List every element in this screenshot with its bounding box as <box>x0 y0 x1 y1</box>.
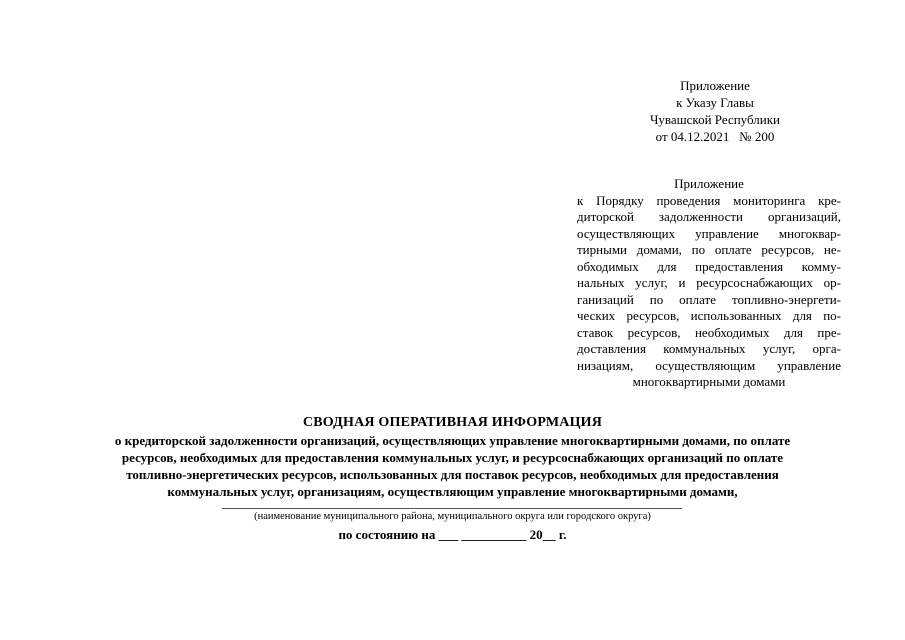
municipality-blank-line <box>222 508 682 509</box>
procedure-appendix-line: ческих ресурсов, использованных для по- <box>577 308 841 323</box>
procedure-appendix-line: низациям, осуществляющим управление <box>577 357 841 373</box>
decree-appendix-line: к Указу Главы <box>676 95 754 110</box>
decree-date-number: от 04.12.2021 № 200 <box>655 129 775 144</box>
procedure-appendix-line: нальных услуг, и ресурсоснабжающих ор- <box>577 275 841 290</box>
procedure-appendix-line: диторской задолженности организаций, <box>577 209 841 224</box>
document-title-block <box>40 414 865 500</box>
procedure-appendix-line: доставления коммунальных услуг, орга- <box>577 341 841 356</box>
procedure-appendix-line: к Порядку проведения мониторинга кре- <box>577 192 841 208</box>
decree-appendix-line: Приложение <box>680 78 750 93</box>
document-subtitle-line: коммунальных услуг, организациям, осуществляющим управление многоквартирными домами, <box>167 484 738 499</box>
document-title: СВОДНАЯ ОПЕРАТИВНАЯ ИНФОРМАЦИЯ <box>302 415 603 430</box>
procedure-appendix-line: ставок ресурсов, необходимых для пре- <box>577 324 841 340</box>
procedure-appendix-header <box>577 176 841 391</box>
document-subtitle-line: топливно-энергетических ресурсов, использованных для поставок ресурсов, необходимых для предоставления <box>126 467 779 482</box>
decree-appendix-header <box>620 77 810 145</box>
procedure-appendix-line: тирными домами, по оплате ресурсов, не- <box>577 242 841 257</box>
decree-appendix-line: Чувашской Республики <box>649 112 781 127</box>
document-subtitle-line: ресурсов, необходимых для предоставления коммунальных услуг, и ресурсоснабжающих организаций по оплате <box>121 450 784 465</box>
document-subtitle-line: о кредиторской задолженности организаций, осуществляющих управление многоквартирными домами, по оплате <box>114 433 791 448</box>
as-of-date-line: по состоянию на ___ __________ 20__ г. <box>338 527 567 542</box>
municipality-caption: (наименование муниципального района, муниципального округа или городского округа) <box>254 511 651 522</box>
procedure-appendix-line: многоквартирными домами <box>632 374 786 389</box>
procedure-appendix-heading: Приложение <box>674 176 744 191</box>
procedure-appendix-line: осуществляющих управление многоквар- <box>577 225 841 241</box>
procedure-appendix-line: обходимых для предоставления комму- <box>577 258 841 274</box>
procedure-appendix-line: ганизаций по оплате топливно-энергети- <box>577 291 841 307</box>
